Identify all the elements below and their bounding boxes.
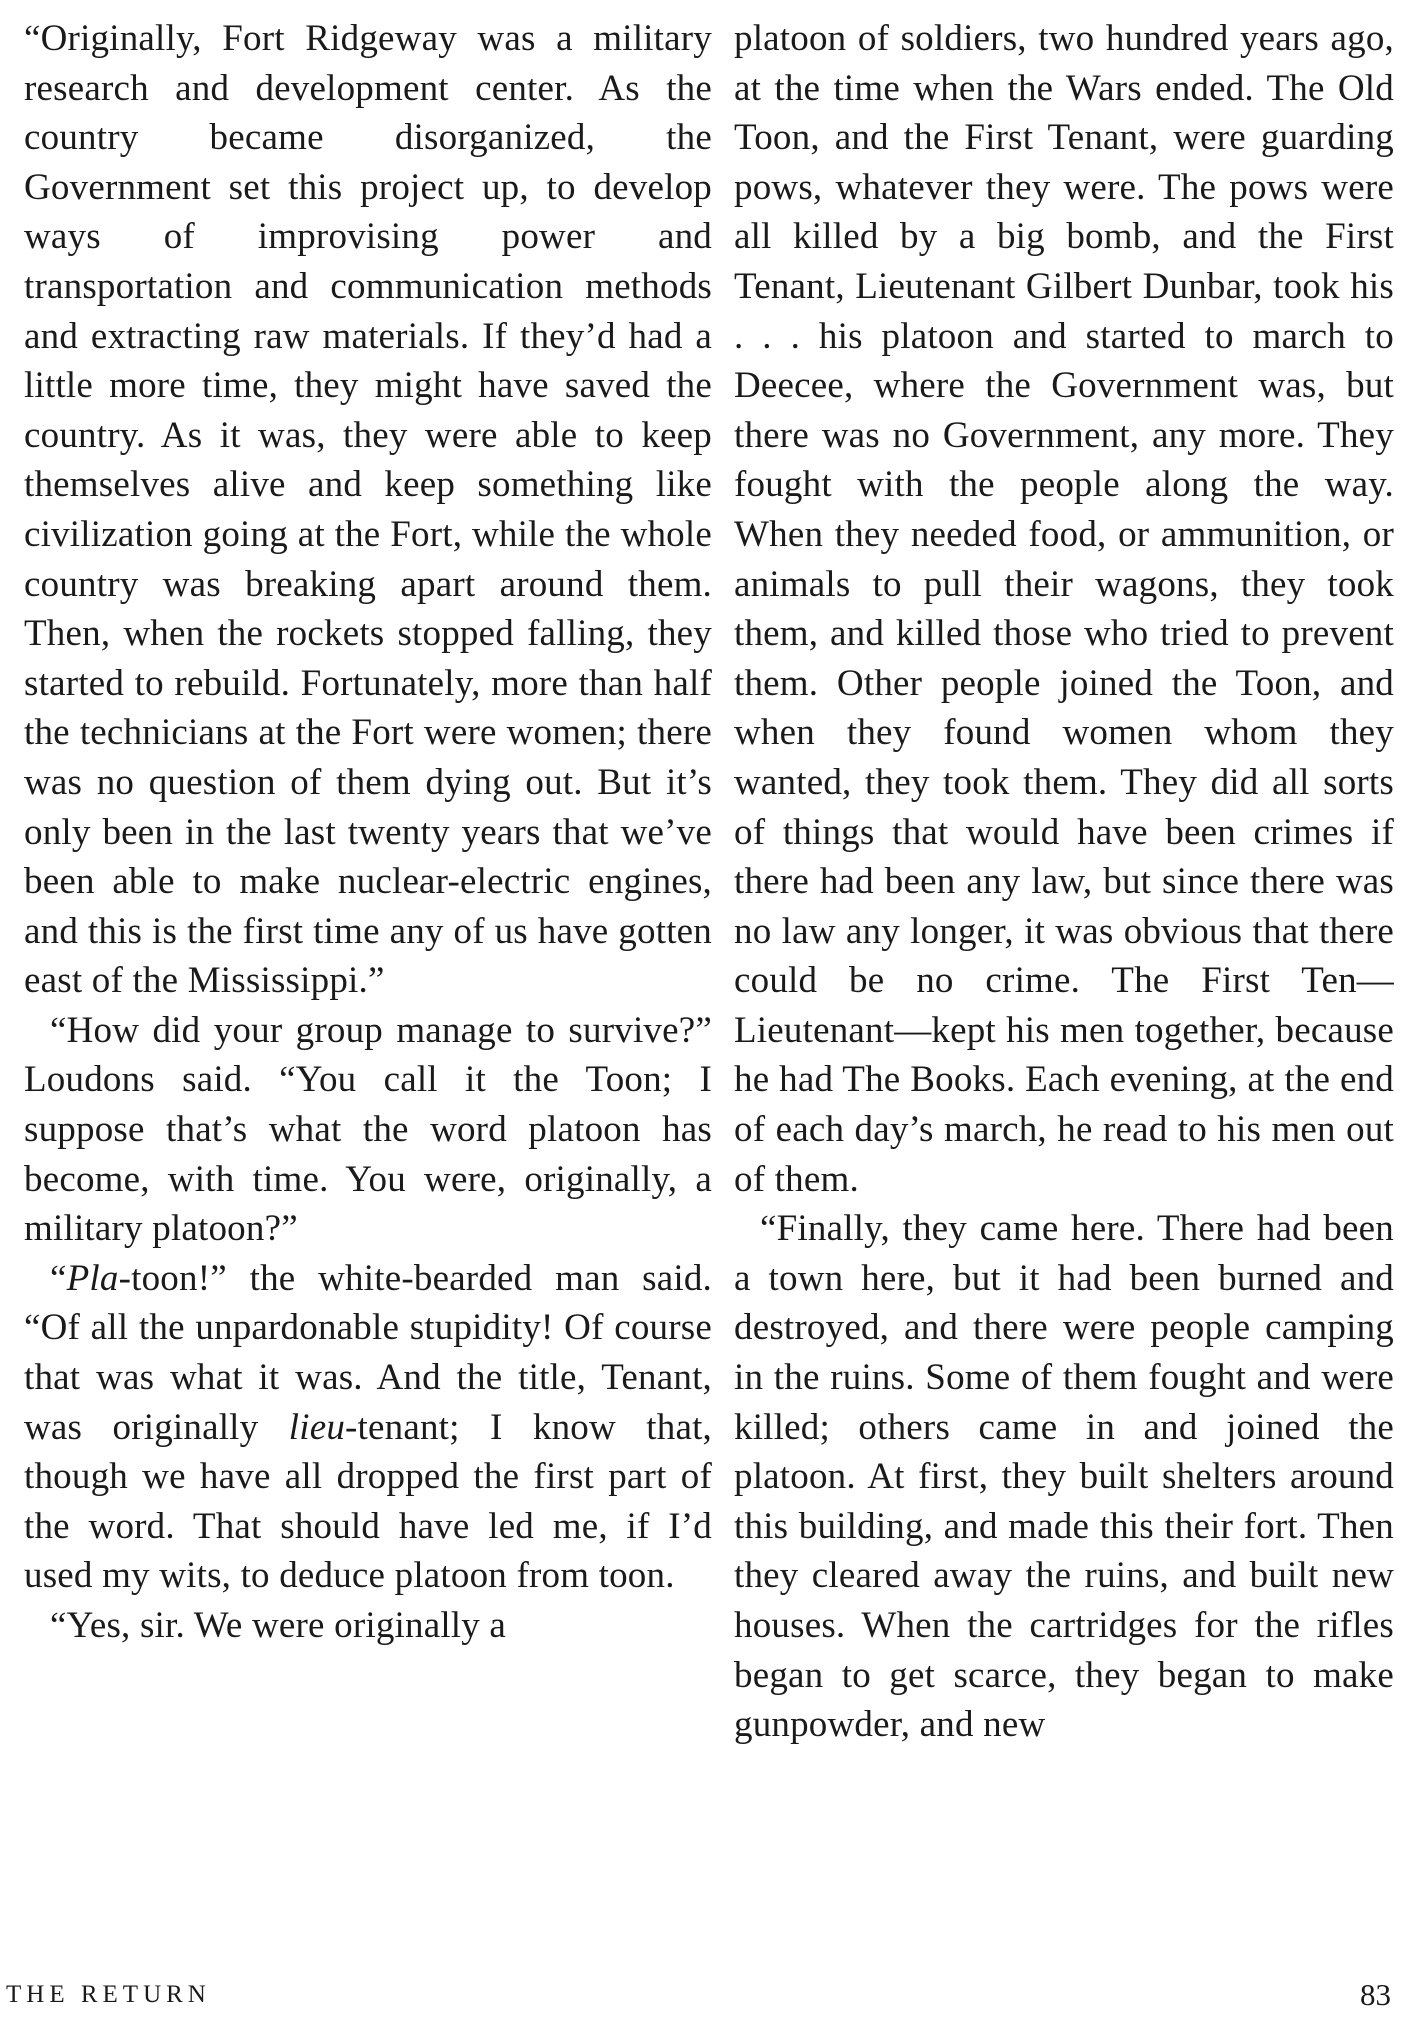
paragraph: “Finally, they came here. There had been a town here, but it had been burned and destroyed, and there were people camping in the ruins. Some of them fought and were killed; others came in and joined the platoon. At first, they built shelters around this building, and made this their fort. Then they cleared away the ruins, and built new houses. When the cartridges for the rifles began to get scarce, they began to make gunpowder, and new [734, 1208, 1394, 1746]
paragraph: platoon of soldiers, two hundred years ago, at the time when the Wars ended. The Old Toon, and the First Tenant, were guarding pows, whatever they were. The pows were all killed by a big bomb, and the First Tenant, Lieutenant Gilbert Dunbar, took his . . . his platoon and started to march to Deecee, where the Government was, but there was no Government, any more. They fought with the people along the way. When they needed food, or ammunition, or animals to pull their wagons, they took them, and killed those who tried to prevent them. Other people joined the Toon, and when they found women whom they wanted, they took them. They did all sorts of things that would have been crimes if there had been any law, but since there was no law any longer, it was obvious that there could be no crime. The First Ten—Lieutenant—kept his men together, because he had The Books. Each evening, at the end of each day’s march, he read to his men out of them. [734, 18, 1394, 1200]
paragraph: “How did your group manage to survive?” Loudons said. “You call it the Toon; I suppose that’s what the word platoon has become, with time. You were, originally, a military platoon?” [24, 1009, 712, 1250]
running-head: THE RETURN [6, 1981, 211, 2008]
italic-text: lieu [288, 1406, 346, 1448]
paragraph: “Originally, Fort Ridgeway was a military research and development center. As the country became disorganized, the Government set this project up, to develop ways of improvising power and transportation and communication methods and extracting raw materials. If they’d had a little more time, they might have saved the country. As it was, they were able to keep themselves alive and keep something like civilization going at the Fort, while the whole country was breaking apart around them. Then, when the rockets stopped falling, they started to rebuild. Fortunately, more than half the technicians at the Fort were women; there was no question of them dying out. But it’s only been in the last twenty years that we’ve been able to make nuclear-electric engines, and this is the first time any of us have gotten east of the Mississippi.” [24, 18, 712, 1002]
paragraph: “Yes, sir. We were originally a [50, 1605, 507, 1646]
text-span: -toon!” the white-bearded man said. “Of all the unpardonable stupidity! Of course that was what it was. And the title, Tenant, was originally [24, 1257, 712, 1448]
right-text-column [734, 14, 1394, 1750]
page-footer [0, 1977, 1411, 2021]
paragraph [24, 1254, 712, 1601]
left-text-column [24, 14, 712, 1651]
text-span: -tenant; I know that, though we have all dropped the first part of the word. That should have led me, if I’d used my wits, to deduce platoon from toon. [24, 1406, 712, 1597]
text-span: “ [50, 1257, 67, 1299]
italic-text: Pla [66, 1257, 119, 1299]
page-number: 83 [1360, 1977, 1391, 2012]
